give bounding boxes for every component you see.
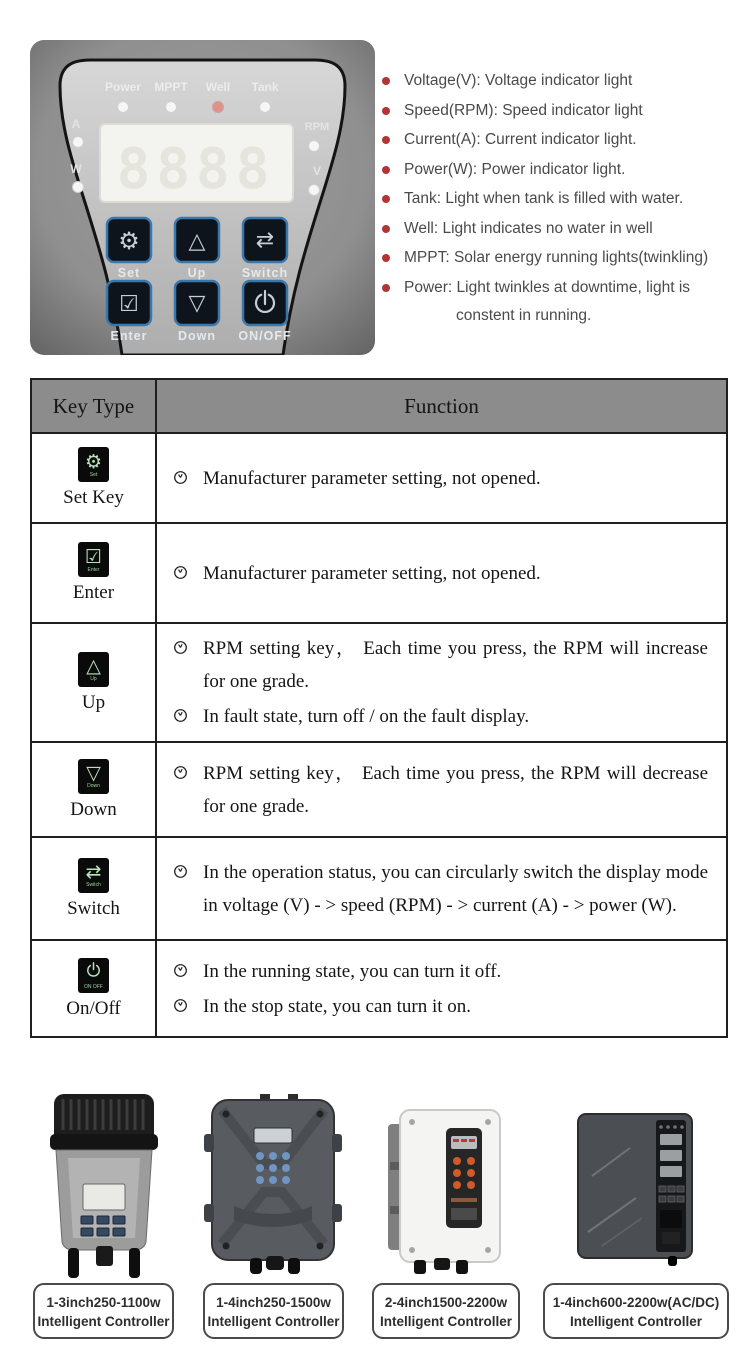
panel-label-a: A xyxy=(71,117,81,131)
panel-label-mppt: MPPT xyxy=(154,80,188,94)
bullet-dot xyxy=(382,195,390,203)
product-label-4 xyxy=(543,1283,729,1339)
panel-label-power: Power xyxy=(104,80,142,94)
function-cell xyxy=(156,433,727,523)
mppt-led xyxy=(166,102,177,113)
panel-label-well: Well xyxy=(205,80,231,94)
function-text: In the running state, you can turn it off. xyxy=(203,960,502,982)
key-label: Enter xyxy=(72,582,115,603)
key-function-table xyxy=(30,378,728,1038)
product-name: 1-4inch600-2200w(AC/DC) xyxy=(552,1295,720,1310)
product-label-1 xyxy=(33,1283,174,1339)
list-item xyxy=(380,102,746,120)
key-icon-caption: Enter xyxy=(87,566,100,573)
key-type-cell xyxy=(31,433,156,523)
table-header-row xyxy=(31,379,727,433)
key-icon-caption: ON OFF xyxy=(84,984,103,990)
product-subtitle: Intelligent Controller xyxy=(569,1314,702,1329)
triangle-down-icon: ▽ xyxy=(188,291,206,316)
note-text: Speed(RPM): Speed indicator light xyxy=(404,101,643,119)
function-text: RPM setting key， Each time you press, the RPM will decrease for one grade. xyxy=(203,762,708,817)
volt-led xyxy=(309,185,320,196)
key-icon-caption: Switch xyxy=(86,882,101,888)
key-label: Switch xyxy=(67,897,120,919)
function-text: Manufacturer parameter setting, not opened. xyxy=(203,562,541,584)
enter-button-label: Enter xyxy=(110,329,148,343)
triangle-up-icon: △ xyxy=(188,229,206,254)
note-text: Well: Light indicates no water in well xyxy=(404,219,653,237)
function-text: In fault state, turn off / on the fault display. xyxy=(203,706,530,727)
bullet-dot xyxy=(382,107,390,115)
watt-led xyxy=(73,182,84,193)
function-text: Manufacturer parameter setting, not opened. xyxy=(203,467,541,489)
header-function: Function xyxy=(156,379,727,433)
clock-icon xyxy=(173,864,188,884)
function-item xyxy=(173,557,708,590)
power-led xyxy=(118,102,129,113)
note-text: Tank: Light when tank is filled with water. xyxy=(404,190,684,207)
rpm-led xyxy=(309,141,320,152)
set-key-button-image xyxy=(78,447,109,482)
function-text: RPM setting key， Each time you press, the RPM will increase for one grade. xyxy=(203,638,708,692)
key-type-cell xyxy=(31,523,156,623)
enter-key-button-image xyxy=(78,542,109,577)
function-item xyxy=(173,856,708,922)
product-label-2 xyxy=(203,1283,344,1339)
panel-label-v: V xyxy=(312,164,322,178)
check-icon: ☑ xyxy=(119,292,139,317)
clock-icon xyxy=(173,708,188,728)
clock-icon xyxy=(173,963,188,983)
list-item xyxy=(380,161,746,179)
check-icon: ☑ xyxy=(84,545,103,568)
note-text: Power(W): Power indicator light. xyxy=(404,160,626,178)
down-button-label: Down xyxy=(177,329,217,343)
function-cell xyxy=(156,623,727,742)
product-image-3 xyxy=(386,1106,504,1276)
triangle-down-icon: ▽ xyxy=(86,762,101,784)
note-text: Power: Light twinkles at downtime, light is xyxy=(404,278,691,296)
product-image-1 xyxy=(36,1092,168,1278)
function-cell xyxy=(156,837,727,940)
set-button-label: Set xyxy=(117,266,141,280)
bullet-dot xyxy=(382,77,390,85)
list-item xyxy=(380,220,746,238)
table-row xyxy=(31,940,727,1037)
bullet-dot xyxy=(382,284,390,292)
key-label: Up xyxy=(81,691,106,713)
onoff-button-label: ON/OFF xyxy=(238,329,292,343)
gear-icon: ⚙ xyxy=(84,450,103,473)
function-text: In the operation status, you can circularly switch the display mode in voltage (V) - > speed (RPM) - > current (A) - > power (W). xyxy=(203,861,708,916)
panel-label-w: W xyxy=(70,162,82,176)
table-row xyxy=(31,837,727,940)
triangle-up-icon: △ xyxy=(86,655,101,677)
clock-icon xyxy=(173,998,188,1018)
table-row xyxy=(31,433,727,523)
product-name: 1-3inch250-1100w xyxy=(46,1295,161,1310)
power-icon xyxy=(84,960,103,984)
down-key-button-image xyxy=(78,759,109,794)
list-item xyxy=(380,131,746,149)
header-key-type: Key Type xyxy=(31,379,156,433)
panel-label-tank: Tank xyxy=(251,80,279,94)
up-button-label: Up xyxy=(187,266,207,280)
function-item xyxy=(173,632,708,698)
key-type-cell xyxy=(31,623,156,742)
bullet-dot xyxy=(382,166,390,174)
controller-panel-photo xyxy=(30,40,375,355)
note-text: MPPT: Solar energy running lights(twinkling) xyxy=(404,249,709,266)
table-row xyxy=(31,742,727,837)
switch-key-button-image xyxy=(78,858,109,893)
product-subtitle: Intelligent Controller xyxy=(207,1314,340,1329)
table-row xyxy=(31,623,727,742)
list-item xyxy=(380,72,746,90)
controller-panel-graphic xyxy=(30,40,375,355)
key-type-cell xyxy=(31,940,156,1037)
key-icon-caption: Set xyxy=(89,471,98,478)
clock-icon xyxy=(173,640,188,660)
key-type-cell xyxy=(31,837,156,940)
clock-icon xyxy=(173,470,188,490)
product-image-2 xyxy=(204,1094,342,1274)
current-led xyxy=(73,137,84,148)
clock-icon xyxy=(173,565,188,585)
switch-arrows-icon: ⇄ xyxy=(85,861,102,883)
list-item xyxy=(380,279,746,325)
key-label: Set Key xyxy=(63,487,124,508)
function-text: In the stop state, you can turn it on. xyxy=(203,995,472,1017)
key-label: On/Off xyxy=(66,997,121,1019)
switch-arrows-icon: ⇄ xyxy=(255,228,275,253)
function-cell xyxy=(156,940,727,1037)
segment-display-digits: 8888 xyxy=(116,137,276,202)
bullet-dot xyxy=(382,136,390,144)
switch-button-label: Switch xyxy=(241,266,289,280)
function-item xyxy=(173,700,708,733)
product-subtitle: Intelligent Controller xyxy=(37,1314,170,1329)
note-text: Voltage(V): Voltage indicator light xyxy=(404,72,633,89)
key-icon-caption: Down xyxy=(87,783,100,789)
panel-label-rpm: RPM xyxy=(304,121,330,133)
function-cell xyxy=(156,523,727,623)
product-label-3 xyxy=(372,1283,520,1339)
table-row xyxy=(31,523,727,623)
product-name: 1-4inch250-1500w xyxy=(216,1295,331,1310)
product-image-4 xyxy=(572,1112,698,1266)
gear-icon: ⚙ xyxy=(118,227,140,255)
key-icon-caption: Up xyxy=(90,676,97,682)
list-item xyxy=(380,249,746,267)
note-text-line2: constent in running. xyxy=(456,307,592,324)
clock-icon xyxy=(173,765,188,785)
function-item xyxy=(173,990,708,1023)
function-cell xyxy=(156,742,727,837)
well-led xyxy=(213,102,224,113)
product-subtitle: Intelligent Controller xyxy=(379,1314,512,1329)
function-item xyxy=(173,462,708,495)
function-item xyxy=(173,757,708,823)
bullet-dot xyxy=(382,254,390,262)
key-type-cell xyxy=(31,742,156,837)
up-key-button-image xyxy=(78,652,109,687)
list-item xyxy=(380,190,746,208)
product-name: 2-4inch1500-2200w xyxy=(384,1295,508,1310)
tank-led xyxy=(260,102,271,113)
bullet-dot xyxy=(382,225,390,233)
key-label: Down xyxy=(70,798,117,820)
note-text: Current(A): Current indicator light. xyxy=(404,131,637,148)
function-item xyxy=(173,955,708,988)
indicator-notes xyxy=(380,72,746,337)
onoff-key-button-image xyxy=(78,958,109,993)
